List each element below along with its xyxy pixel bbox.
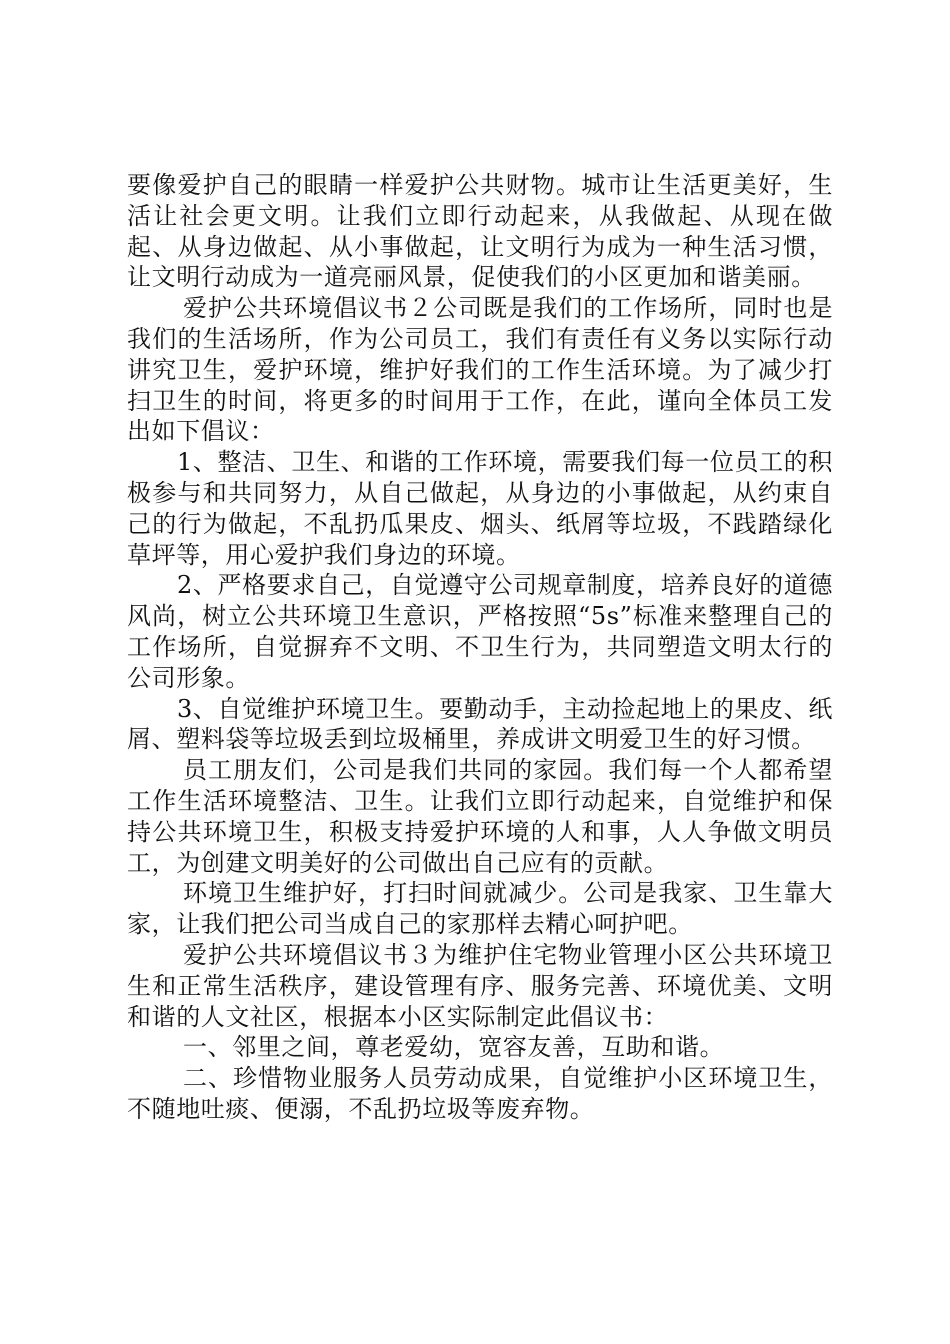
paragraph-7: 环境卫生维护好，打扫时间就减少。公司是我家、卫生靠大家，让我们把公司当成自己的家那样去精心呵护吧。 xyxy=(127,879,833,939)
paragraph-3: 1、整洁、卫生、和谐的工作环境，需要我们每一位员工的积极参与和共同努力，从自己做起，从身边的小事做起，从约束自己的行为做起，不乱扔瓜果皮、烟头、纸屑等垃圾，不践踏绿化草坪等，用心爱护我们身边的环境。 xyxy=(127,448,833,569)
paragraph-4: 2、严格要求自己，自觉遵守公司规章制度，培养良好的道德风尚，树立公共环境卫生意识，严格按照“5s”标准来整理自己的工作场所，自觉摒弃不文明、不卫生行为，共同塑造文明太行的公司形象。 xyxy=(127,571,833,692)
paragraph-10: 二、珍惜物业服务人员劳动成果，自觉维护小区环境卫生，不随地吐痰、便溺，不乱扔垃圾等废弃物。 xyxy=(127,1064,833,1123)
paragraph-2: 爱护公共环境倡议书２公司既是我们的工作场所，同时也是我们的生活场所，作为公司员工，我们有责任有义务以实际行动讲究卫生，爱护环境，维护好我们的工作生活环境。为了减少打扫卫生的时间，将更多的时间用于工作，在此，谨向全体员工发出如下倡议： xyxy=(127,294,833,446)
document-body xyxy=(127,170,833,1125)
paragraph-1: 要像爱护自己的眼睛一样爱护公共财物。城市让生活更美好，生活让社会更文明。让我们立即行动起来，从我做起、从现在做起、从身边做起、从小事做起，让文明行为成为一种生活习惯，让文明行动成为一道亮丽风景，促使我们的小区更加和谐美丽。 xyxy=(127,171,833,292)
paragraph-8: 爱护公共环境倡议书３为维护住宅物业管理小区公共环境卫生和正常生活秩序，建设管理有序、服务完善、环境优美、文明和谐的人文社区，根据本小区实际制定此倡议书： xyxy=(127,940,833,1031)
paragraph-5: 3、自觉维护环境卫生。要勤动手，主动捡起地上的果皮、纸屑、塑料袋等垃圾丢到垃圾桶里，养成讲文明爱卫生的好习惯。 xyxy=(127,694,833,754)
paragraph-9: 一、邻里之间，尊老爱幼，宽容友善，互助和谐。 xyxy=(183,1033,725,1062)
paragraph-6: 员工朋友们，公司是我们共同的家园。我们每一个人都希望工作生活环境整洁、卫生。让我们立即行动起来，自觉维护和保持公共环境卫生，积极支持爱护环境的人和事，人人争做文明员工，为创建文明美好的公司做出自己应有的贡献。 xyxy=(127,756,833,877)
